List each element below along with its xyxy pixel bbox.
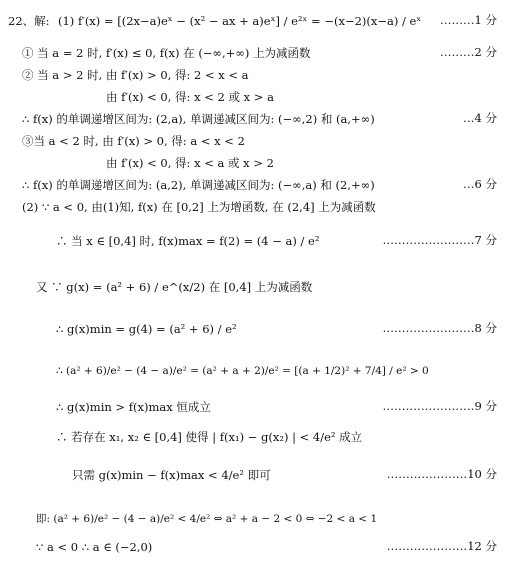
- solution-line-12: ∴ g(x)min = g(4) = (a² + 6) / e²: [56, 322, 237, 336]
- solution-line-2: ① 当 a = 2 时, f′(x) ≤ 0, f(x) 在 (−∞,+∞) 上为减函数: [22, 46, 311, 60]
- score-6: …6 分: [463, 177, 497, 191]
- solution-line-8: ∴ f(x) 的单调递增区间为: (a,2), 单调递减区间为: (−∞,a) 和 (2,+∞): [22, 178, 375, 192]
- solution-line-5: ∴ f(x) 的单调递增区间为: (2,a), 单调递减区间为: (−∞,2) 和 (a,+∞): [22, 112, 375, 126]
- solution-line-9: (2) ∵ a < 0, 由(1)知, f(x) 在 [0,2] 上为增函数, 在 (2,4] 上为减函数: [22, 200, 376, 214]
- score-10: …………………10 分: [386, 467, 497, 481]
- solution-line-11: 又 ∵ g(x) = (a² + 6) / e^(x/2) 在 [0,4] 上为减函数: [36, 280, 313, 294]
- score-4: …4 分: [463, 111, 497, 125]
- solution-line-18: ∵ a < 0 ∴ a ∈ (−2,0): [36, 540, 153, 554]
- solution-line-4: 由 f′(x) < 0, 得: x < 2 或 x > a: [106, 90, 274, 104]
- solution-line-17: 即: (a² + 6)/e² − (4 − a)/e² < 4/e² ⇔ a² + a − 2 < 0 ⇔ −2 < a < 1: [36, 513, 378, 525]
- solution-line-10: ∴ 当 x ∈ [0,4] 时, f(x)max = f(2) = (4 − a) / e²: [56, 234, 320, 248]
- score-1: ………1 分: [440, 13, 497, 27]
- score-7: ……………………7 分: [382, 233, 497, 247]
- score-12: …………………12 分: [386, 539, 497, 553]
- score-9: ……………………9 分: [382, 399, 497, 413]
- solution-line-3: ② 当 a > 2 时, 由 f′(x) > 0, 得: 2 < x < a: [22, 68, 249, 82]
- problem-number: 22、解:: [8, 14, 50, 28]
- score-8: ……………………8 分: [382, 321, 497, 335]
- solution-line-7: 由 f′(x) < 0, 得: x < a 或 x > 2: [106, 156, 274, 170]
- solution-line-1: (1) f′(x) = [(2x−a)eˣ − (x² − ax + a)eˣ] / e²ˣ = −(x−2)(x−a) / eˣ: [58, 14, 422, 28]
- solution-line-13: ∴ (a² + 6)/e² − (4 − a)/e² = (a² + a + 2)/e² = [(a + 1/2)² + 7/4] / e² > 0: [56, 365, 429, 377]
- solution-line-14: ∴ g(x)min > f(x)max 恒成立: [56, 400, 211, 414]
- solution-line-15: ∴ 若存在 x₁, x₂ ∈ [0,4] 使得 | f(x₁) − g(x₂) | < 4/e² 成立: [56, 430, 363, 444]
- score-2: ………2 分: [440, 45, 497, 59]
- solution-line-6: ③当 a < 2 时, 由 f′(x) > 0, 得: a < x < 2: [22, 134, 245, 148]
- solution-line-16: 只需 g(x)min − f(x)max < 4/e² 即可: [72, 468, 271, 482]
